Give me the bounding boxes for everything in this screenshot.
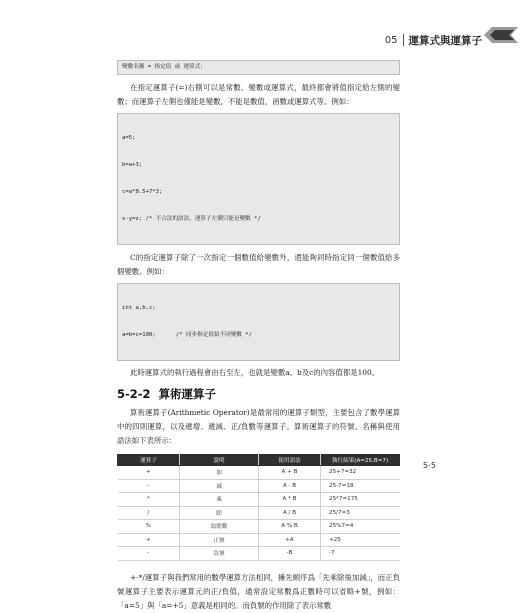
table-cell: 25*7=175: [321, 493, 400, 507]
table-cell: 負號: [180, 547, 259, 561]
code-line: a=5;: [122, 135, 136, 141]
arrow-decoration-icon: [484, 25, 518, 45]
table-cell: 25%7=4: [321, 520, 400, 534]
table-cell: -: [118, 547, 180, 561]
table-row: [118, 493, 400, 507]
table-cell: +: [118, 533, 180, 547]
table-cell: A + B: [258, 466, 320, 480]
column-header: 使用語法: [258, 455, 320, 466]
table-cell: 乘: [180, 493, 259, 507]
table-cell: +: [118, 466, 180, 480]
table-cell: 減: [180, 479, 259, 493]
table-cell: 除: [180, 506, 259, 520]
syntax-box: 變數名稱 = 指定值 或 運算式；: [117, 60, 400, 75]
table-cell: -7: [321, 547, 400, 561]
table-cell: /: [118, 506, 180, 520]
table-cell: %: [118, 520, 180, 534]
table-cell: +A: [258, 533, 320, 547]
code-block: [117, 283, 400, 361]
table-cell: A / B: [258, 506, 320, 520]
code-line: int a,b,c;: [122, 305, 156, 311]
code-line: a=b=c=100; /* 同步指定值給不同變數 */: [122, 332, 253, 338]
table-cell: -B: [258, 547, 320, 561]
header-divider: [403, 34, 404, 46]
operator-table: [117, 454, 400, 561]
table-cell: +25: [321, 533, 400, 547]
table-cell: 正號: [180, 533, 259, 547]
paragraph: 算術運算子(Arithmetic Operator)是最常用的運算子類型，主要包含了數學運算中的四則運算，以及遞增、遞減、正/負數等運算子。算術運算子的符號、名稱與使用語法如下表所示：: [117, 408, 400, 445]
code-line: x-y=z; /* 不合法的語法，運算子左側只能是變數 */: [122, 216, 261, 222]
paragraph: C的指定運算子除了一次指定一個數值給變數外，還能夠同時指定同一個數值給多個變數。例如：: [117, 253, 400, 276]
section-title: 算術運算子: [158, 387, 217, 401]
table-cell: A - B: [258, 479, 320, 493]
table-row: [118, 506, 400, 520]
column-header: 執行結果(A=25,B=7): [321, 455, 400, 466]
code-line: c=a*0.5+7*3;: [122, 189, 163, 195]
table-row: [118, 533, 400, 547]
chapter-number: 05: [384, 34, 398, 46]
table-row: [118, 520, 400, 534]
table-cell: 取餘數: [180, 520, 259, 534]
table-cell: 加: [180, 466, 259, 480]
section-heading: [117, 386, 400, 402]
table-cell: 25/7=3: [321, 506, 400, 520]
table-header-row: [118, 455, 400, 466]
paragraph: +-*/運算子與我們常用的數學運算方法相同，擁先順序爲「先乘除後加減」，而正負號運算子主要表示運算元的正/負值，通常設定常數爲正數時可以省略+號，例如：「a=5」與「a=+5」意義是相同的。而負號的作用除了表示常數: [117, 572, 400, 610]
column-header: 說明: [180, 455, 259, 466]
table-row: [118, 479, 400, 493]
page-number: 5-5: [422, 461, 436, 470]
table-cell: A * B: [258, 493, 320, 507]
column-header: 運算子: [118, 455, 180, 466]
table-cell: *: [118, 493, 180, 507]
paragraph: 此時運算式的執行過程會由右至左，也就是變數a、b及c的內容值都是100。: [130, 368, 380, 377]
page-content: [117, 60, 400, 613]
table-row: [118, 547, 400, 561]
code-line: b=a+3;: [122, 162, 143, 168]
table-cell: A % B: [258, 520, 320, 534]
table-cell: 25-7=18: [321, 479, 400, 493]
table-cell: -: [118, 479, 180, 493]
paragraph: 在指定運算子(=)右側可以是常數、變數或運算式，最終都會將值指定給左側的變數；而運算子左側也僅能是變數，不能是數值、函數或運算式等。例如：: [117, 83, 400, 106]
table-row: [118, 466, 400, 480]
section-number: 5-2-2: [117, 387, 151, 401]
code-block: [117, 113, 400, 245]
chapter-title: 運算式與運算子: [408, 34, 482, 47]
table-cell: 25+7=32: [321, 466, 400, 480]
running-header: [385, 30, 482, 50]
